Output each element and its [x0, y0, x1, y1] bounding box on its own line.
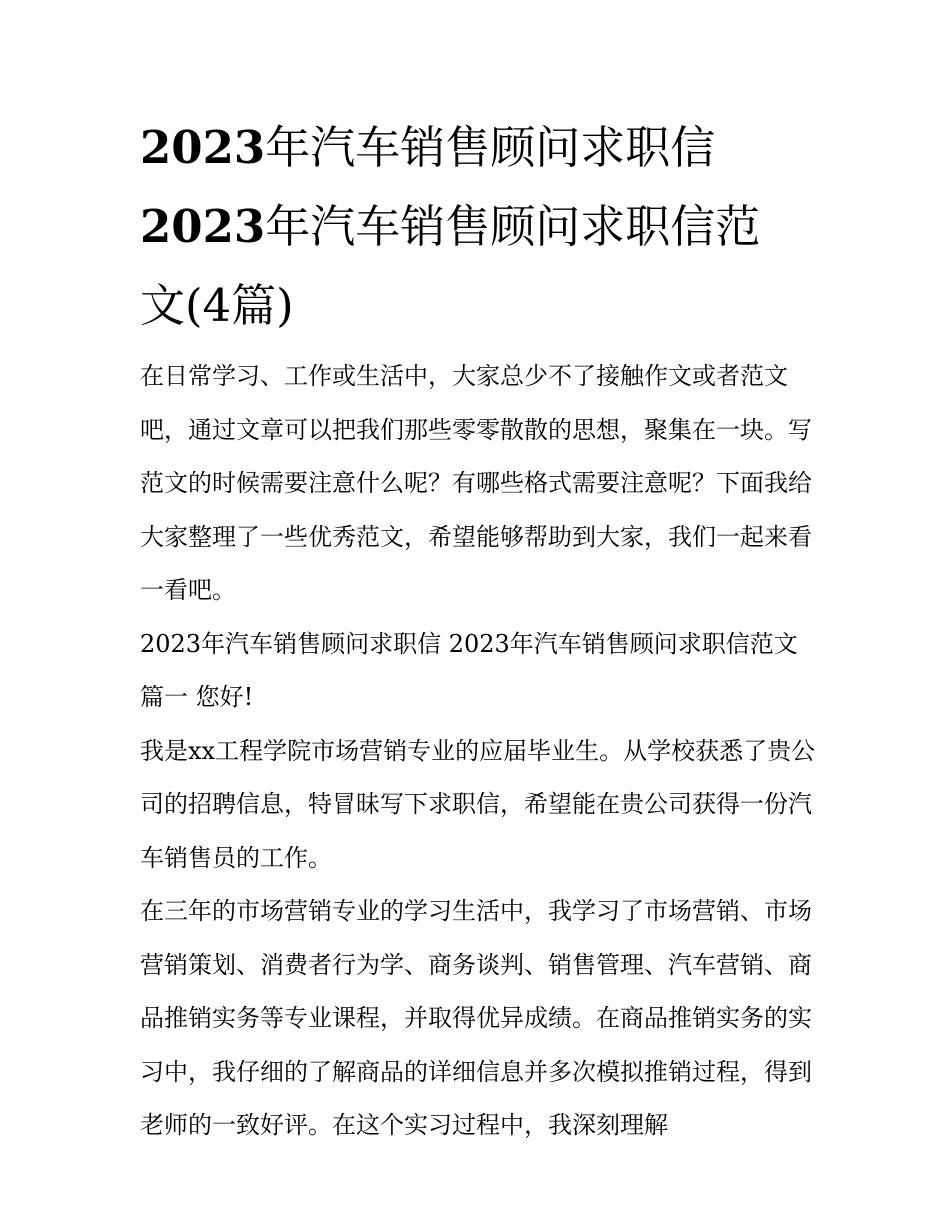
title-line-2-text: 2023年汽车销售顾问求职信范: [140, 200, 761, 253]
paragraph-self-intro: 我是xx工程学院市场营销专业的应届毕业生。从学校获悉了贵公司的招聘信息，特冒昧写下求职信，希望能在贵公司获得一份汽车销售员的工作。: [140, 736, 816, 872]
paragraph-study: 在三年的市场营销专业的学习生活中，我学习了市场营销、市场营销策划、消费者行为学、商务谈判、销售管理、汽车营销、商品推销实务等专业课程，并取得优异成绩。在商品推销实务的实习中，我仔细的了解商品的详细信息并多次模拟推销过程，得到老师的一致好评。在这个实习过程中，我深刻理解: [140, 897, 812, 1139]
document-title: [140, 108, 820, 345]
paragraph-intro: 在日常学习、工作或生活中，大家总少不了接触作文或者范文吧，通过文章可以把我们那些零零散散的思想，聚集在一块。写范文的时候需要注意什么呢？有哪些格式需要注意呢？下面我给大家整理了一些优秀范文，希望能够帮助到大家，我们一起来看一看吧。: [140, 362, 812, 604]
document-body: [140, 350, 820, 1153]
title-year: 2023: [140, 200, 266, 253]
title-line-1: [140, 108, 820, 187]
title-line-1-text: 2023年汽车销售顾问求职信: [140, 121, 716, 174]
title-year: 2023: [140, 121, 266, 174]
title-line-3: [140, 266, 820, 345]
title-line-3-text: 文(4篇): [140, 279, 294, 332]
paragraph-heading: 2023年汽车销售顾问求职信 2023年汽车销售顾问求职信范文篇一 您好!: [140, 629, 798, 711]
title-line-2: [140, 187, 820, 266]
